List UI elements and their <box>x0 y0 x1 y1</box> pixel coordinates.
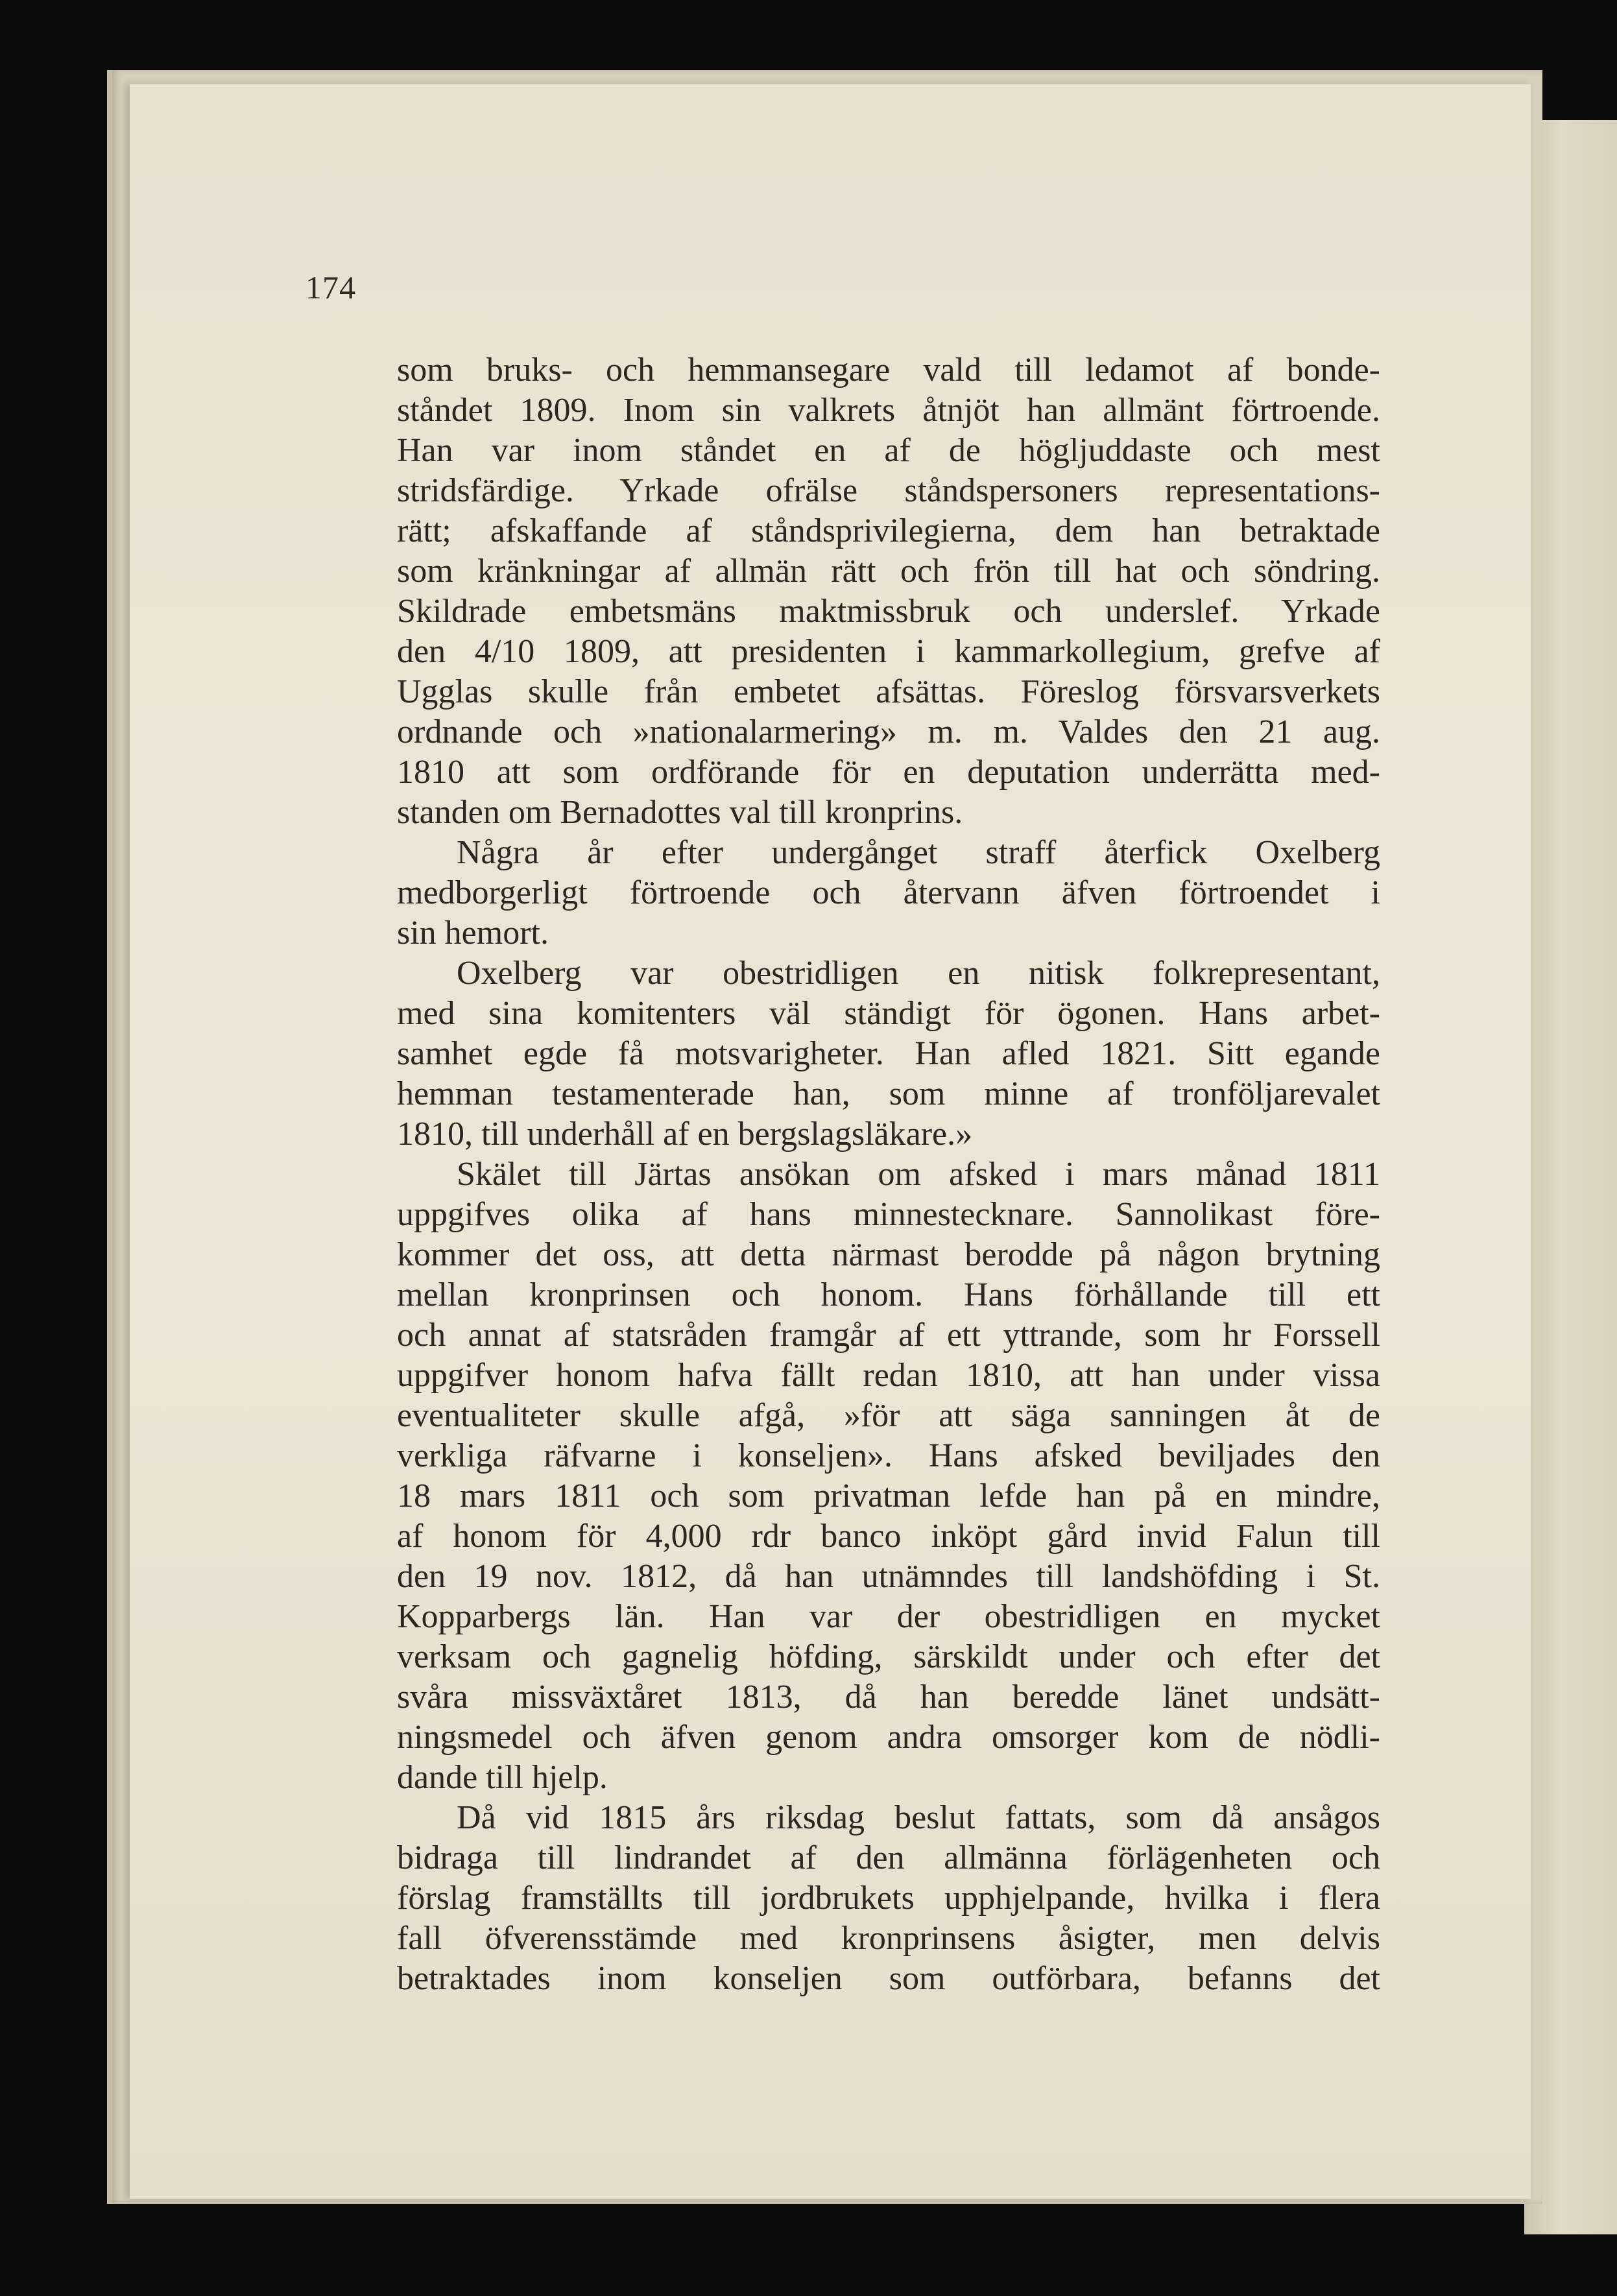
text-line: Några år efter undergånget straff återfick Oxelberg <box>457 834 1380 871</box>
text-line: hemman testamenterade han, som minne af tronföljarevalet <box>397 1075 1380 1112</box>
text-line: Han var inom ståndet en af de högljuddaste och mest <box>397 432 1380 469</box>
text-line: som kränkningar af allmän rätt och frön till hat och söndring. <box>397 553 1380 590</box>
text-line: bidraga till lindrandet af den allmänna förlägenheten och <box>397 1839 1380 1876</box>
text-line: svåra missväxtåret 1813, då han beredde länet undsätt- <box>397 1679 1380 1716</box>
text-line: den 19 nov. 1812, då han utnämndes till landshöfding i St. <box>397 1558 1380 1595</box>
text-line: standen om Bernadottes val till kronprins. <box>397 794 963 831</box>
text-line: kommer det oss, att detta närmast berodde på någon brytning <box>397 1236 1380 1273</box>
text-line: mellan kronprinsen och honom. Hans förhållande till ett <box>397 1276 1380 1313</box>
text-line: fall öfverensstämde med kronprinsens åsigter, men delvis <box>397 1920 1380 1957</box>
text-line: Oxelberg var obestridligen en nitisk folkrepresentant, <box>457 955 1380 992</box>
text-line: dande till hjelp. <box>397 1759 608 1796</box>
text-line: stridsfärdige. Yrkade ofrälse ståndspersoners representations- <box>397 472 1380 509</box>
text-line: Ugglas skulle från embetet afsättas. Föreslog försvarsverkets <box>397 673 1380 710</box>
text-line: Kopparbergs län. Han var der obestridligen en mycket <box>397 1598 1380 1635</box>
text-line: och annat af statsråden framgår af ett yttrande, som hr Forssell <box>397 1317 1380 1354</box>
text-line: Då vid 1815 års riksdag beslut fattats, som då ansågos <box>457 1799 1380 1836</box>
text-line: 18 mars 1811 och som privatman lefde han på en mindre, <box>397 1477 1380 1514</box>
text-line: ningsmedel och äfven genom andra omsorger kom de nödli- <box>397 1719 1380 1756</box>
text-line: rätt; afskaffande af ståndsprivilegierna, dem han betraktade <box>397 512 1380 549</box>
body-text <box>397 350 1380 1999</box>
text-line: 1810, till underhåll af en bergslagsläkare.» <box>397 1116 973 1153</box>
text-line: den 4/10 1809, att presidenten i kammarkollegium, grefve af <box>397 633 1380 670</box>
text-line: medborgerligt förtroende och återvann äfven förtroendet i <box>397 874 1380 911</box>
text-line: Skälet till Järtas ansökan om afsked i mars månad 1811 <box>457 1156 1380 1193</box>
text-line: verksam och gagnelig höfding, särskildt under och efter det <box>397 1638 1380 1675</box>
text-line: ordnande och »nationalarmering» m. m. Valdes den 21 aug. <box>397 713 1380 750</box>
text-line: ståndet 1809. Inom sin valkrets åtnjöt han allmänt förtroende. <box>397 392 1380 429</box>
text-line: af honom för 4,000 rdr banco inköpt gård invid Falun till <box>397 1518 1380 1555</box>
text-line: sin hemort. <box>397 915 549 951</box>
text-line: med sina komitenters väl ständigt för ögonen. Hans arbet- <box>397 995 1380 1032</box>
text-line: verkliga räfvarne i konseljen». Hans afsked beviljades den <box>397 1437 1380 1474</box>
text-line: som bruks- och hemmansegare vald till ledamot af bonde- <box>397 352 1380 389</box>
text-line: betraktades inom konseljen som outförbara, befanns det <box>397 1960 1380 1997</box>
text-line: eventualiteter skulle afgå, »för att säga sanningen åt de <box>397 1397 1380 1434</box>
text-line: samhet egde få motsvarigheter. Han afled 1821. Sitt egande <box>397 1035 1380 1072</box>
text-line: uppgifver honom hafva fällt redan 1810, att han under vissa <box>397 1357 1380 1394</box>
text-line: Skildrade embetsmäns maktmissbruk och underslef. Yrkade <box>397 593 1380 630</box>
text-line: förslag framställts till jordbrukets upphjelpande, hvilka i flera <box>397 1880 1380 1917</box>
page-number: 174 <box>305 269 356 305</box>
text-line: uppgifves olika af hans minnestecknare. Sannolikast före- <box>397 1196 1380 1233</box>
text-line: 1810 att som ordförande för en deputation underrätta med- <box>397 754 1380 791</box>
